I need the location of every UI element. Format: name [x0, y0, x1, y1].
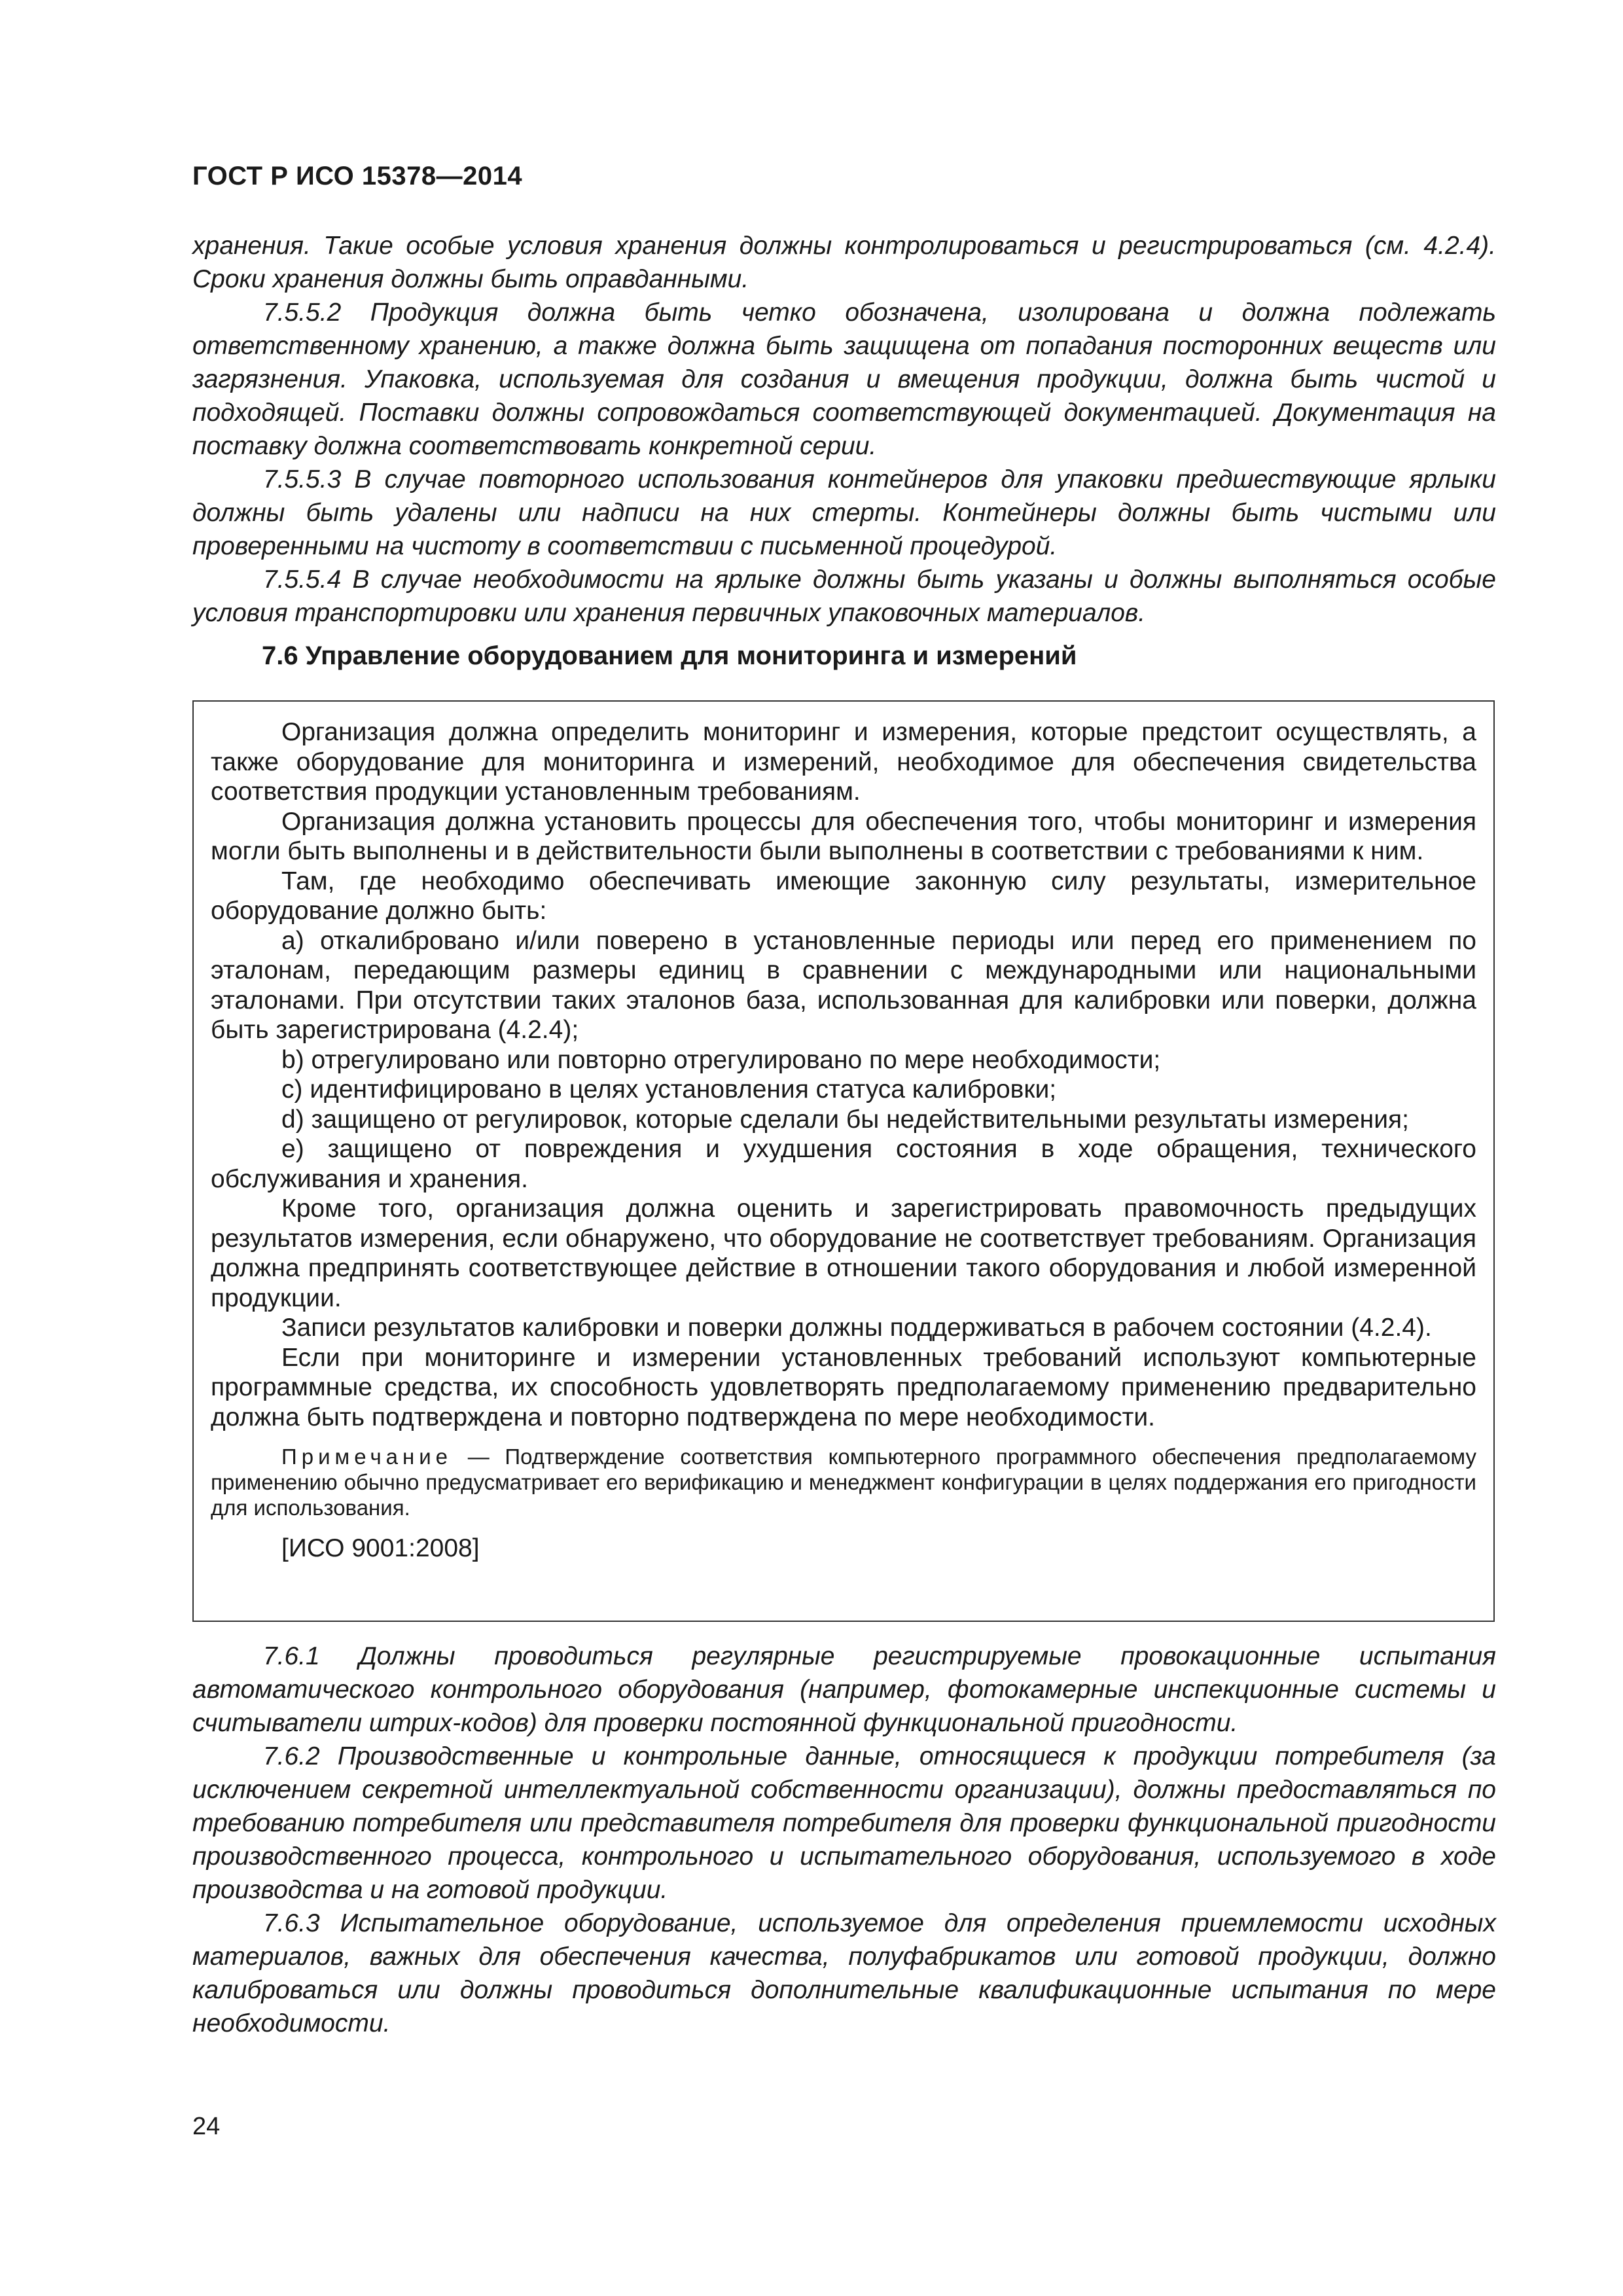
document-header: ГОСТ Р ИСО 15378—2014 — [192, 162, 523, 190]
box-paragraph: Организация должна установить процессы для обеспечения того, чтобы мониторинг и измерения могли быть выполнены и в действительности были выполнены в соответствии с требованиями к ним. — [211, 807, 1476, 865]
paragraph-continuation: хранения. Такие особые условия хранения должны контролироваться и регистрироваться (см. 4.2.4). Сроки хранения должны быть оправданными. — [192, 232, 1496, 293]
list-item-a: а) откалибровано и/или поверено в установленные периоды или перед его применением по эталонам, передающим размеры единиц в сравнении с международными или национальными эталонами. При отсутствии таких эталонов база, использованная для калибровки или поверки, должна быть зарегистрирована (4.2.4); — [211, 926, 1476, 1044]
source-reference: [ИСО 9001:2008] — [281, 1534, 480, 1562]
section-heading-7-6: 7.6 Управление оборудованием для мониторинга и измерений — [262, 641, 1077, 670]
clause-7-6-3: 7.6.3 Испытательное оборудование, используемое для определения приемлемости исходных материалов, важных для обеспечения качества, полуфабрикатов или готовой продукции, должно калиброваться или должны проводиться дополнительные квалификационные испытания по мере необходимости. — [192, 1909, 1496, 2037]
box-paragraph: Если при мониторинге и измерении установленных требований используют компьютерные программные средства, их способность удовлетворять предполагаемому применению предварительно должна быть подтверждена и повторно подтверждена по мере необходимости. — [211, 1343, 1476, 1431]
clause-7-5-5-2: 7.5.5.2 Продукция должна быть четко обозначена, изолирована и должна подлежать ответственному хранению, а также должна быть защищена от попадания посторонних веществ или загрязнения. Упаковка, используемая для создания и вмещения продукции, должна быть чистой и подходящей. Поставки должны сопровождаться соответствующей документацией. Документация на поставку должна соответствовать конкретной серии. — [192, 298, 1496, 460]
clause-7-6-1: 7.6.1 Должны проводиться регулярные регистрируемые провокационные испытания автоматического контрольного оборудования (например, фотокамерные инспекционные системы и считыватели штрих-кодов) для проверки постоянной функциональной пригодности. — [192, 1642, 1496, 1737]
clauses-7-6 — [192, 1640, 1496, 2040]
box-paragraph: Записи результатов калибровки и поверки должны поддерживаться в рабочем состоянии (4.2.4). — [281, 1314, 1432, 1342]
list-item-b: b) отрегулировано или повторно отрегулировано по мере необходимости; — [281, 1045, 1161, 1074]
clause-7-6-2: 7.6.2 Производственные и контрольные данные, относящиеся к продукции потребителя (за исключением секретной интеллектуальной собственности организации), должны предоставляться по требованию потребителя или представителя потребителя для проверки функциональной пригодности производственного процесса, контрольного и испытательного оборудования, используемого в ходе производства и на готовой продукции. — [192, 1742, 1496, 1904]
list-item-c: с) идентифицировано в целях установления статуса калибровки; — [281, 1075, 1057, 1103]
box-paragraph: Там, где необходимо обеспечивать имеющие законную силу результаты, измерительное оборудование должно быть: — [211, 867, 1476, 925]
clause-7-5-5-4: 7.5.5.4 В случае необходимости на ярлыке должны быть указаны и должны выполняться особые условия транспортировки или хранения первичных упаковочных материалов. — [192, 565, 1496, 627]
iso-9001-quote-box — [192, 700, 1495, 1622]
list-item-d: d) защищено от регулировок, которые сделали бы недействительными результаты измерения; — [281, 1105, 1409, 1134]
box-paragraph: Организация должна определить мониторинг и измерения, которые предстоит осуществлять, а также оборудование для мониторинга и измерений, необходимое для обеспечения свидетельства соответствия продукции установленным требованиям. — [211, 718, 1476, 806]
note-text: — Подтверждение соответствия компьютерного программного обеспечения предполагаемому применению обычно предусматривает его верификацию и менеджмент конфигурации в целях поддержания его пригодности для использования. — [211, 1444, 1476, 1520]
continued-clauses — [192, 229, 1496, 630]
clause-7-5-5-3: 7.5.5.3 В случае повторного использования контейнеров для упаковки предшествующие ярлыки должны быть удалены или надписи на них стерты. Контейнеры должны быть чистыми или провеpенными на чистоту в соответствии с письменной процедурой. — [192, 465, 1496, 560]
list-item-e: e) защищено от повреждения и ухудшения состояния в ходе обращения, технического обслуживания и хранения. — [211, 1135, 1476, 1193]
box-paragraph: Кроме того, организация должна оценить и зарегистрировать правомочность предыдущих результатов измерения, если обнаружено, что оборудование не соответствует требованиям. Организация должна предпринять соответствующее действие в отношении такого оборудования и любой измеренной продукции. — [211, 1194, 1476, 1312]
note-label: Примечание — [281, 1444, 453, 1469]
note — [211, 1444, 1476, 1520]
page-number: 24 — [192, 2113, 221, 2140]
